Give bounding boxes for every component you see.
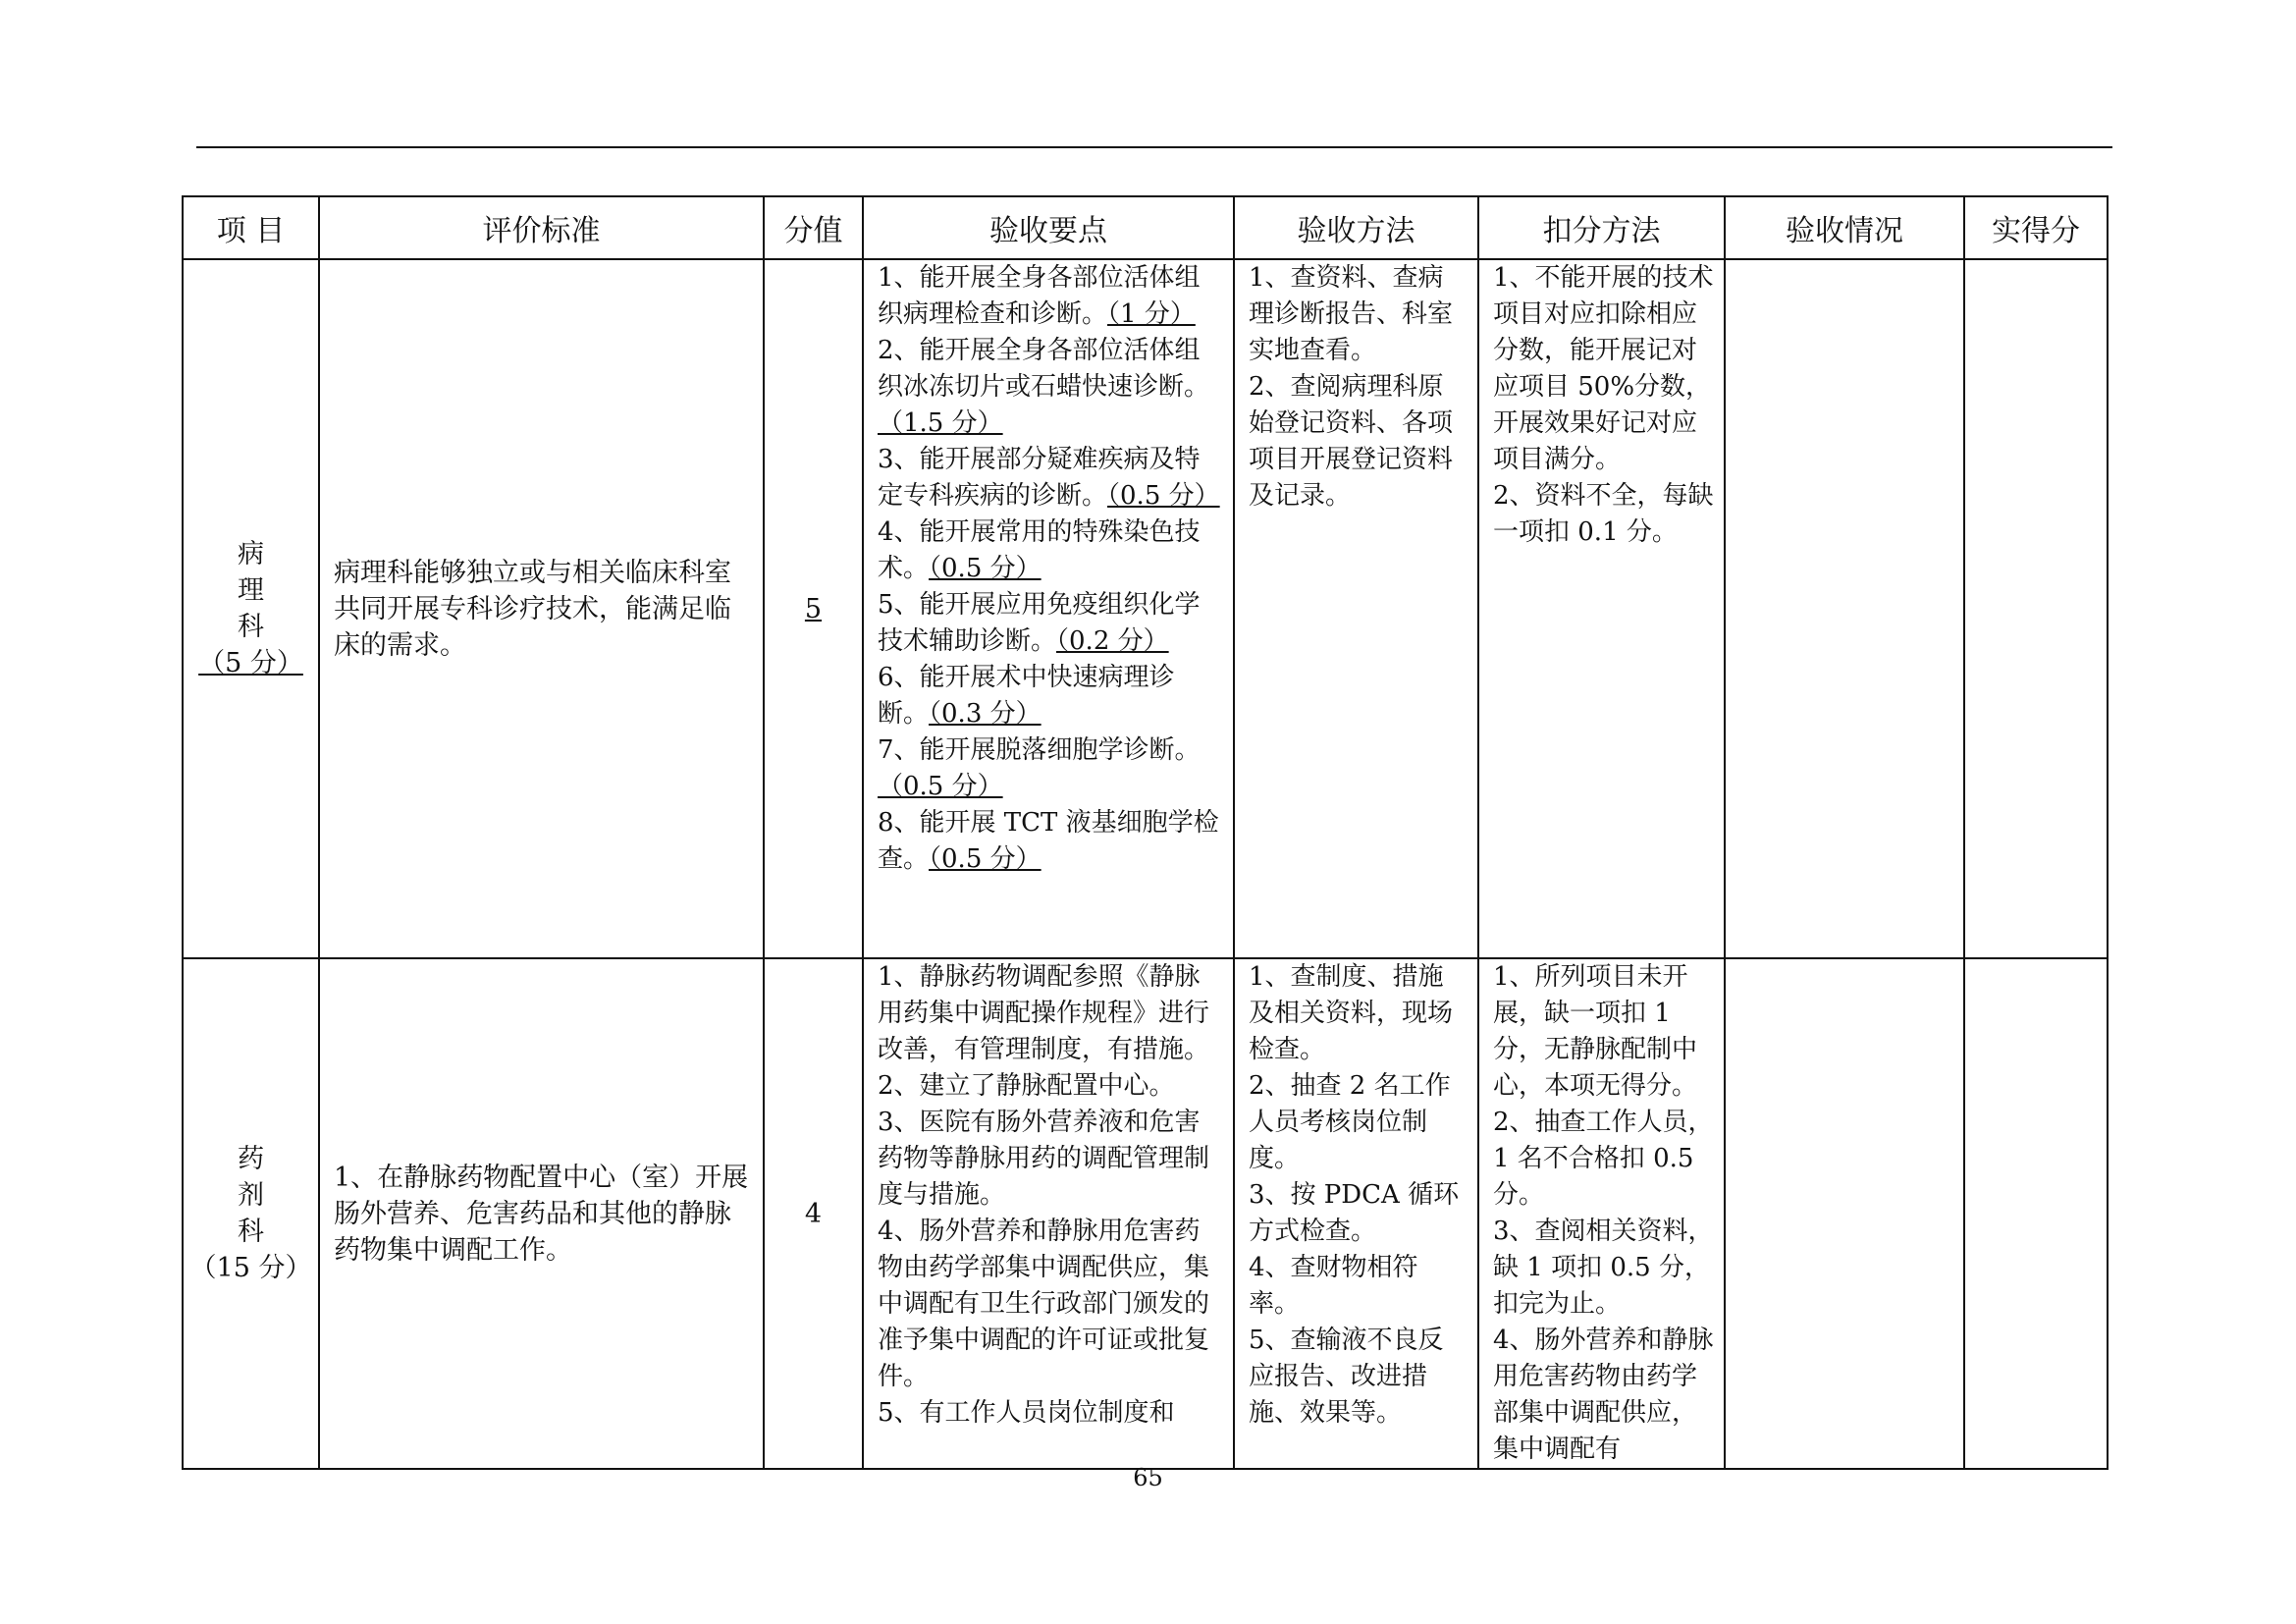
list-item: 1、查制度、措施及相关资料，现场检查。 <box>1249 962 1454 1064</box>
score-cell: 4 <box>764 958 863 1469</box>
header-rule <box>196 146 2112 148</box>
header-row <box>183 196 2108 259</box>
status-cell <box>1725 259 1964 958</box>
list-item: 2、查阅病理科原始登记资料、各项项目开展登记资料及记录。 <box>1249 372 1454 511</box>
list-item: 2、能开展全身各部位活体组织冰冻切片或石蜡快速诊断。（1.5 分） <box>878 336 1210 438</box>
list-item: 3、医院有肠外营养液和危害药物等静脉用药的调配管理制度与措施。 <box>878 1108 1210 1210</box>
list-item: 1、查资料、查病理诊断报告、科室实地查看。 <box>1249 263 1454 365</box>
status-cell <box>1725 958 1964 1469</box>
header-item: 项 目 <box>183 196 319 259</box>
method-cell <box>1234 958 1478 1469</box>
points-cell <box>863 259 1234 958</box>
list-item: 2、建立了静脉配置中心。 <box>878 1071 1175 1101</box>
list-item: 4、肠外营养和静脉用危害药物由药学部集中调配供应，集中调配有卫生行政部门颁发的准予集中调配的许可证或批复件。 <box>878 1217 1210 1391</box>
list-item: 6、能开展术中快速病理诊断。（0.3 分） <box>878 663 1175 729</box>
list-item: 3、能开展部分疑难疾病及特定专科疾病的诊断。（0.5 分） <box>878 445 1220 511</box>
list-item: 1、所列项目未开展，缺一项扣 1 分，无静脉配制中心，本项无得分。 <box>1493 962 1698 1101</box>
method-cell <box>1234 259 1478 958</box>
table-row <box>183 958 2108 1469</box>
list-item: 4、肠外营养和静脉用危害药物由药学部集中调配供应，集中调配有 <box>1493 1326 1714 1464</box>
list-item: 2、抽查 2 名工作人员考核岗位制度。 <box>1249 1071 1451 1173</box>
header-deduction: 扣分方法 <box>1478 196 1725 259</box>
header-score: 分值 <box>764 196 863 259</box>
acceptance-table <box>182 195 2109 1470</box>
criteria-cell: 1、在静脉药物配置中心（室）开展肠外营养、危害药品和其他的静脉药物集中调配工作。 <box>319 958 764 1469</box>
points-cell <box>863 958 1234 1469</box>
list-item: 3、按 PDCA 循环方式检查。 <box>1249 1180 1460 1246</box>
list-item: 1、静脉药物调配参照《静脉用药集中调配操作规程》进行改善，有管理制度，有措施。 <box>878 962 1210 1064</box>
deduction-cell <box>1478 259 1725 958</box>
header-method: 验收方法 <box>1234 196 1478 259</box>
header-criteria: 评价标准 <box>319 196 764 259</box>
list-item: 3、查阅相关资料，缺 1 项扣 0.5 分，扣完为止。 <box>1493 1217 1714 1319</box>
header-actual: 实得分 <box>1964 196 2108 259</box>
criteria-cell: 病理科能够独立或与相关临床科室共同开展专科诊疗技术，能满足临床的需求。 <box>319 259 764 958</box>
actual-score-cell <box>1964 259 2108 958</box>
list-item: 2、抽查工作人员，1 名不合格扣 0.5 分。 <box>1493 1108 1714 1210</box>
list-item: 4、查财物相符率。 <box>1249 1253 1418 1319</box>
list-item: 1、能开展全身各部位活体组织病理检查和诊断。（1 分） <box>878 263 1201 329</box>
item-cell: 病 理 科 （5 分） <box>183 259 319 958</box>
page-number: 65 <box>1133 1464 1163 1491</box>
deduction-cell <box>1478 958 1725 1469</box>
list-item: 1、不能开展的技术项目对应扣除相应分数，能开展记对应项目 50%分数，开展效果好记对应项目满分。 <box>1493 263 1714 474</box>
header-status: 验收情况 <box>1725 196 1964 259</box>
list-item: 2、资料不全，每缺一项扣 0.1 分。 <box>1493 481 1714 547</box>
header-points: 验收要点 <box>863 196 1234 259</box>
list-item: 4、能开展常用的特殊染色技术。（0.5 分） <box>878 517 1201 583</box>
list-item: 8、能开展 TCT 液基细胞学检查。（0.5 分） <box>878 808 1219 874</box>
list-item: 5、查输液不良反应报告、改进措施、效果等。 <box>1249 1326 1444 1428</box>
list-item: 7、能开展脱落细胞学诊断。（0.5 分） <box>878 735 1201 801</box>
list-item: 5、有工作人员岗位制度和 <box>878 1398 1175 1428</box>
table-row <box>183 259 2108 958</box>
actual-score-cell <box>1964 958 2108 1469</box>
score-cell: 5 <box>764 259 863 958</box>
item-cell: 药 剂 科 （15 分） <box>183 958 319 1469</box>
list-item: 5、能开展应用免疫组织化学技术辅助诊断。（0.2 分） <box>878 590 1201 656</box>
